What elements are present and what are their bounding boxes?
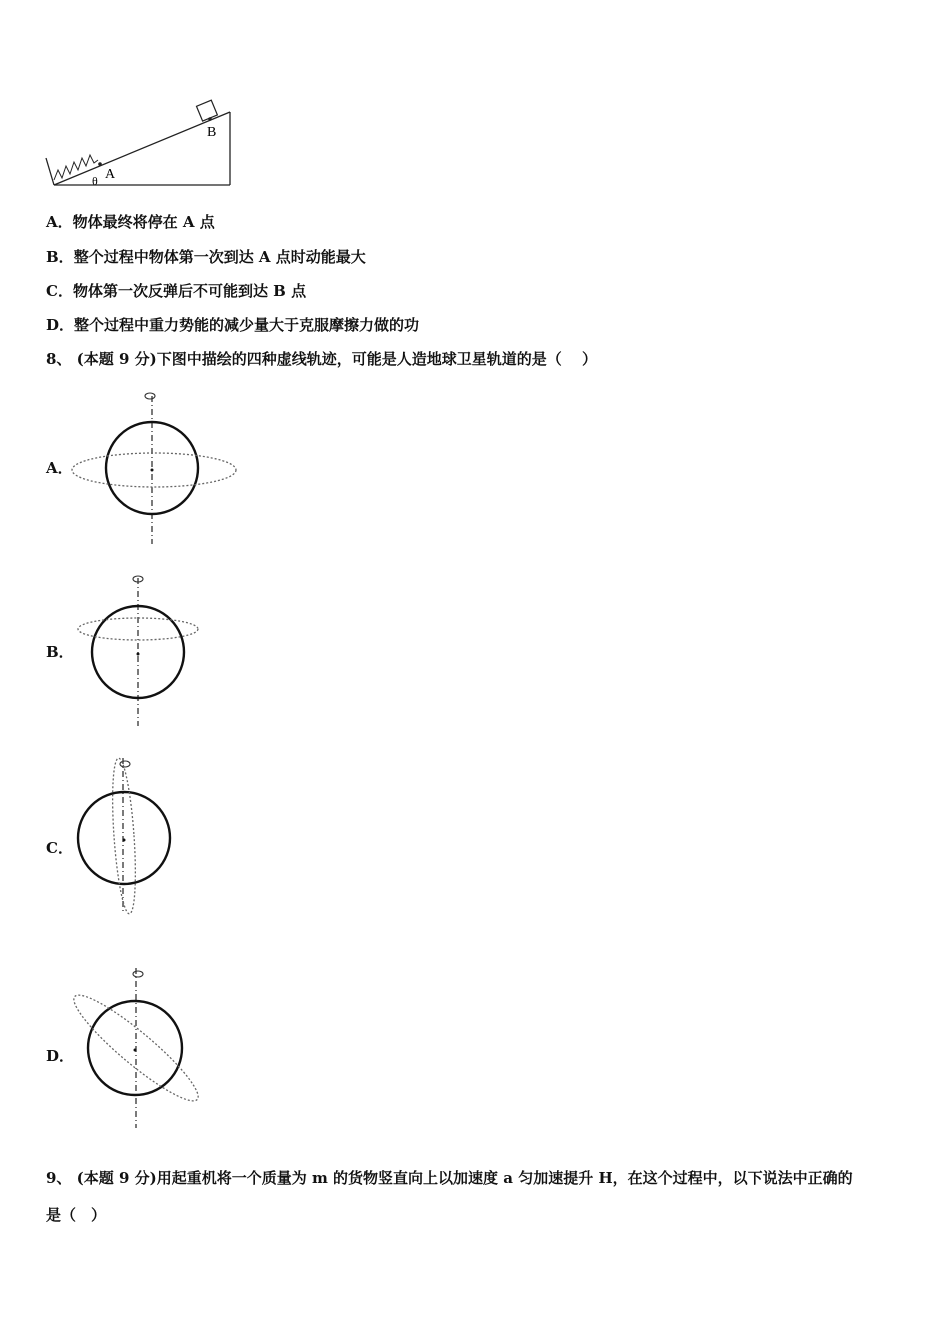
point-a	[98, 162, 102, 166]
incline-spring-figure	[40, 98, 240, 193]
q7-option-c	[46, 280, 306, 301]
option-text: 整个过程中重力势能的减少量大于克服摩擦力做的功	[74, 316, 420, 334]
label-b: B	[207, 125, 217, 140]
q8-option-b-label: B．	[46, 643, 74, 661]
option-letter: C．	[46, 282, 73, 300]
q7-option-d	[46, 314, 419, 335]
earth-c	[78, 792, 170, 884]
q7-option-a	[46, 211, 215, 232]
q7-option-b	[46, 246, 366, 267]
globe-b-figure	[75, 568, 215, 728]
option-letter: B．	[46, 248, 74, 266]
orbit-c	[109, 757, 140, 914]
globe-c-figure	[70, 752, 190, 922]
option-text: 物体最终将停在 A 点	[72, 213, 215, 231]
globe-a-figure	[70, 388, 240, 548]
option-letter: D．	[46, 316, 75, 334]
label-theta: θ	[92, 174, 98, 188]
q9-stem-line2: 是（ ）	[46, 1206, 107, 1224]
q9-stem-line1: 9、 (本题 9 分)用起重机将一个质量为 m 的货物竖直向上以加速度 a 匀加速提升 H，在这个过程中，以下说法中正确的	[46, 1169, 853, 1187]
earth-d	[88, 1001, 182, 1095]
q8-option-c-label: C．	[46, 839, 73, 857]
label-a: A	[105, 167, 116, 182]
q8-option-a-label: A．	[46, 459, 73, 477]
option-letter: A．	[46, 213, 73, 231]
q8-stem: 8、 (本题 9 分)下图中描绘的四种虚线轨迹，可能是人造地球卫星轨道的是（ ）	[46, 350, 597, 368]
option-text: 整个过程中物体第一次到达 A 点时动能最大	[73, 248, 366, 266]
option-text: 物体第一次反弹后不可能到达 B 点	[72, 282, 307, 300]
orbit-a	[72, 453, 236, 487]
q8-option-d-label: D．	[46, 1047, 75, 1065]
globe-d-figure	[72, 962, 222, 1132]
